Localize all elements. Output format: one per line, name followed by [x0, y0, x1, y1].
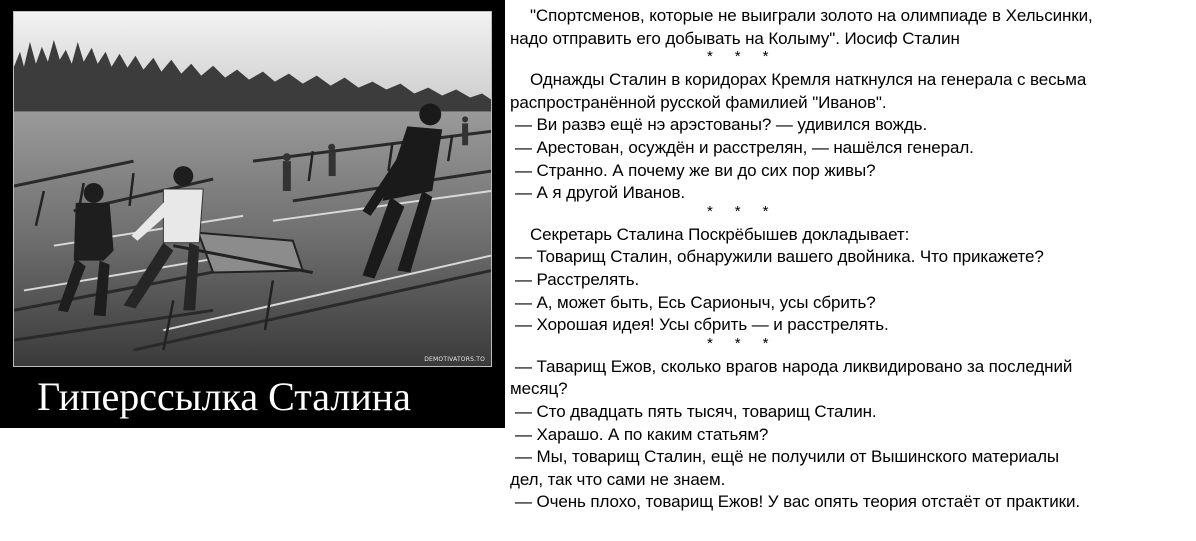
joke-dialogue-line: — Сто двадцать пять тысяч, товарищ Сталин. [515, 401, 877, 421]
poster-watermark: DEMOTIVATORS.TO [424, 356, 485, 363]
labor-camp-photo [14, 12, 491, 366]
joke-dialogue-line: — А я другой Иванов. [515, 183, 686, 203]
section-separator: * * * [707, 48, 769, 66]
joke-dialogue-line: — Ви развэ ещё нэ арэстованы? — удивился вождь. [515, 115, 928, 135]
poster-caption: Гиперссылка Сталина [37, 374, 411, 419]
joke-dialogue-line: — Товарищ Сталин, обнаружили вашего двойника. Что прикажете? [515, 247, 1044, 267]
joke-dialogue-line: дел, так что сами не знаем. [510, 469, 726, 489]
joke-dialogue-line: — Расстрелять. [515, 269, 640, 289]
poster-photo-frame [13, 11, 492, 367]
joke-dialogue-line: — Очень плохо, товарищ Ежов! У вас опять теория отстаёт от практики. [515, 492, 1080, 512]
demotivator-poster [0, 0, 505, 428]
joke-dialogue-line: месяц? [510, 379, 568, 399]
stalin-quote-line: надо отправить его добывать на Колыму". Иосиф Сталин [510, 28, 960, 48]
joke-dialogue-line: — Таварищ Ежов, сколько врагов народа ликвидировано за последний [515, 356, 1073, 376]
joke-intro-line: Однажды Сталин в коридорах Кремля наткнулся на генерала с весьма [530, 70, 1087, 90]
section-separator: * * * [707, 202, 769, 220]
joke-intro-line: Секретарь Сталина Поскрёбышев докладывает: [530, 224, 910, 244]
joke-intro-line: распространённой русской фамилией "Иванов". [510, 92, 887, 112]
joke-dialogue-line: — Харашо. А по каким статьям? [515, 424, 769, 444]
joke-dialogue-line: — А, может быть, Есь Сарионыч, усы сбрить? [515, 292, 876, 312]
joke-dialogue-line: — Хорошая идея! Усы сбрить — и расстрелять. [515, 315, 889, 335]
joke-dialogue-line: — Странно. А почему же ви до сих пор живы? [515, 160, 876, 180]
section-separator: * * * [707, 334, 769, 352]
joke-dialogue-line: — Мы, товарищ Сталин, ещё не получили от Вышинского материалы [515, 447, 1060, 467]
stalin-quote-line: "Спортсменов, которые не выиграли золото на олимпиаде в Хельсинки, [530, 6, 1093, 25]
joke-dialogue-line: — Арестован, осуждён и расстрелян, — нашёлся генерал. [515, 137, 974, 157]
jokes-text-block [510, 5, 1194, 514]
